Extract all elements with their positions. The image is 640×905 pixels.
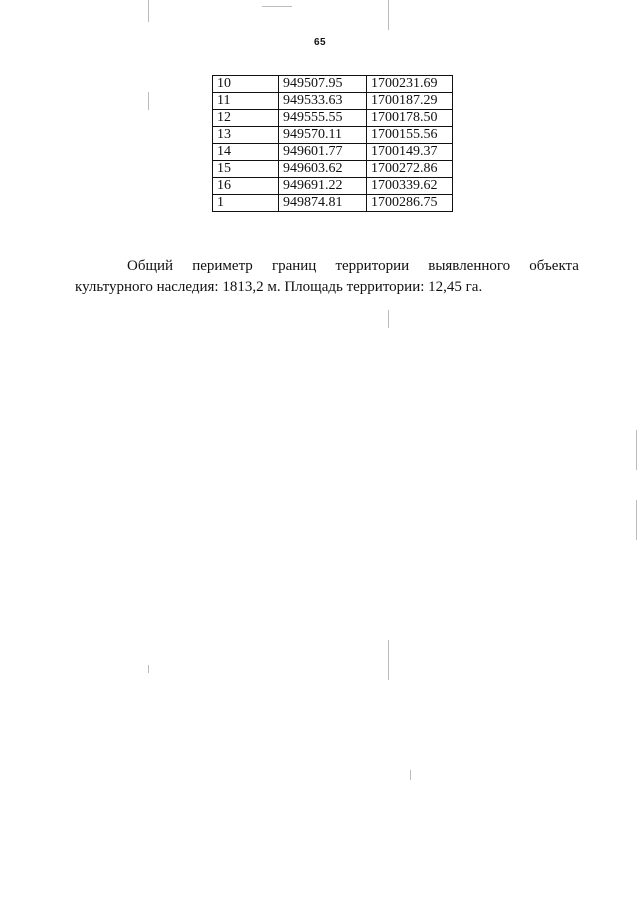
scan-mark (148, 665, 149, 673)
point-number-cell: 16 (213, 178, 279, 195)
x-coordinate-cell: 949874.81 (279, 195, 367, 212)
x-coordinate-cell: 949570.11 (279, 127, 367, 144)
x-coordinate-cell: 949691.22 (279, 178, 367, 195)
table-row (213, 127, 453, 144)
y-coordinate-cell: 1700149.37 (367, 144, 453, 161)
table-row (213, 93, 453, 110)
point-number-cell: 10 (213, 76, 279, 93)
summary-word: Общий (127, 258, 174, 274)
y-coordinate-cell: 1700272.86 (367, 161, 453, 178)
summary-paragraph (75, 256, 579, 298)
y-coordinate-cell: 1700231.69 (367, 76, 453, 93)
coordinates-table (212, 75, 453, 212)
table-row (213, 161, 453, 178)
x-coordinate-cell: 949603.62 (279, 161, 367, 178)
x-coordinate-cell: 949507.95 (279, 76, 367, 93)
y-coordinate-cell: 1700286.75 (367, 195, 453, 212)
summary-word: границ (271, 258, 317, 274)
scan-mark (388, 640, 389, 680)
scan-mark (148, 92, 149, 110)
point-number-cell: 13 (213, 127, 279, 144)
x-coordinate-cell: 949533.63 (279, 93, 367, 110)
table-row (213, 144, 453, 161)
table-row (213, 195, 453, 212)
summary-line-2: культурного наследия: 1813,2 м. Площадь территории: 12,45 га. (75, 279, 483, 295)
point-number-cell: 15 (213, 161, 279, 178)
scan-mark (636, 430, 637, 470)
scan-mark (262, 6, 292, 7)
y-coordinate-cell: 1700187.29 (367, 93, 453, 110)
scan-mark (636, 500, 637, 540)
table-row (213, 110, 453, 127)
scan-mark (148, 0, 149, 22)
summary-word: территории (335, 258, 410, 274)
point-number-cell: 11 (213, 93, 279, 110)
table-row (213, 76, 453, 93)
y-coordinate-cell: 1700178.50 (367, 110, 453, 127)
summary-word: периметр (192, 258, 253, 274)
point-number-cell: 1 (213, 195, 279, 212)
scan-mark (410, 770, 411, 780)
point-number-cell: 14 (213, 144, 279, 161)
summary-word: выявленного (428, 258, 511, 274)
scan-mark (388, 0, 389, 30)
x-coordinate-cell: 949601.77 (279, 144, 367, 161)
x-coordinate-cell: 949555.55 (279, 110, 367, 127)
page-number: 65 (313, 37, 327, 48)
summary-word: объекта (529, 258, 579, 274)
summary-line-1 (75, 256, 579, 277)
y-coordinate-cell: 1700155.56 (367, 127, 453, 144)
scan-mark (388, 310, 389, 328)
point-number-cell: 12 (213, 110, 279, 127)
table-row (213, 178, 453, 195)
y-coordinate-cell: 1700339.62 (367, 178, 453, 195)
